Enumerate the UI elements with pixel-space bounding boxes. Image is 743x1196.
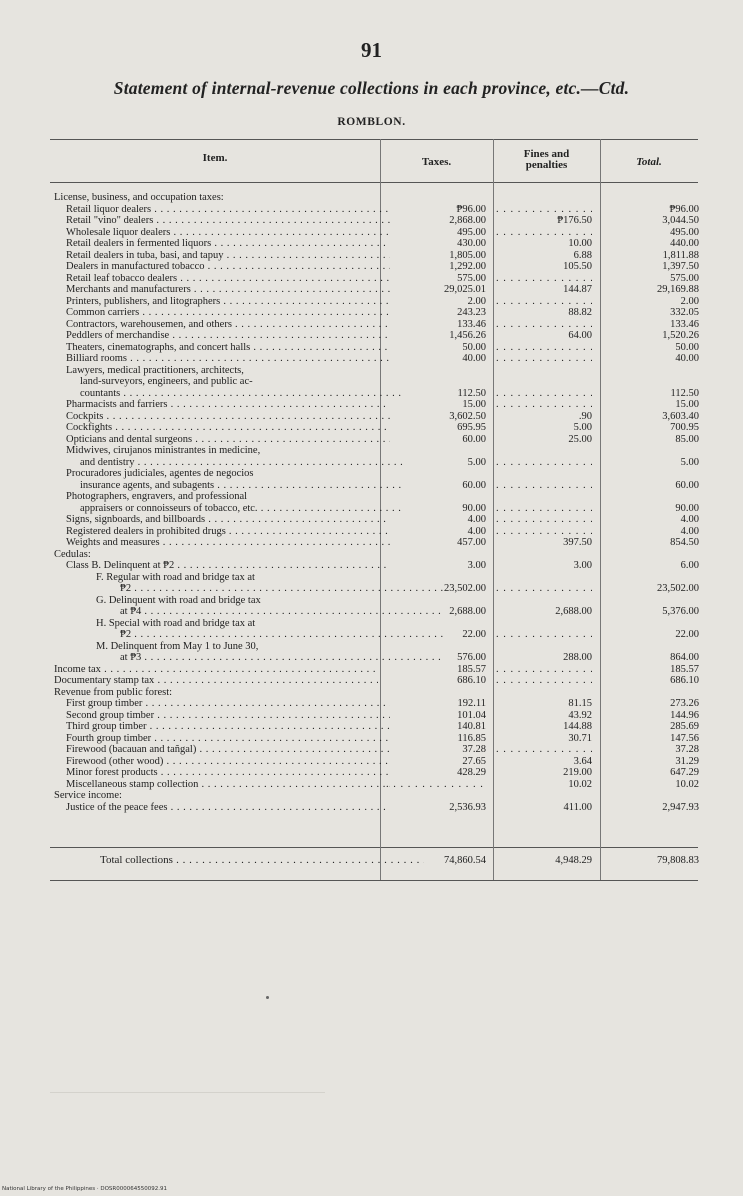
- row-fines: 88.82: [568, 307, 592, 318]
- row-label: and dentistry . . .: [80, 457, 404, 468]
- row-label: F. Regular with road and bridge tax at: [96, 571, 255, 583]
- row-fines: 105.50: [563, 261, 592, 272]
- row-total: 40.00: [675, 353, 699, 364]
- row-total: 1,520.26: [662, 330, 699, 341]
- row-taxes: 5.00: [467, 456, 486, 468]
- row-label: G. Delinquent with road and bridge tax: [96, 594, 261, 606]
- table-row: [0, 388, 743, 399]
- row-fines: 2,688.00: [555, 606, 592, 617]
- row-label: Merchants and manufacturers . . .: [66, 284, 390, 295]
- row-total: 144.96: [670, 709, 699, 721]
- row-taxes: 29,025.01: [444, 284, 486, 295]
- row-taxes: 2,868.00: [449, 215, 486, 226]
- table-row: [0, 227, 743, 238]
- row-total: 23,502.00: [657, 583, 699, 594]
- row-label: Class B. Delinquent at ₱2 . . .: [66, 560, 390, 571]
- table-row: [0, 468, 743, 479]
- row-total: 3,603.40: [662, 410, 699, 422]
- table-row: [0, 284, 743, 295]
- table-row: [0, 250, 743, 261]
- row-label: Cockpits . . .: [66, 411, 390, 422]
- table-row: [0, 756, 743, 767]
- dot-leader: [496, 399, 592, 410]
- row-taxes: 4.00: [467, 514, 486, 525]
- dot-leader: [496, 526, 592, 537]
- row-label: appraisers or connoisseurs of tobacco, etc. . . .: [80, 503, 404, 514]
- header-taxes: Taxes.: [421, 156, 452, 168]
- row-total: 332.05: [670, 307, 699, 318]
- row-fines: 43.92: [568, 709, 592, 721]
- table-row: [0, 422, 743, 433]
- row-fines: 219.00: [563, 767, 592, 778]
- row-label: Income tax . . .: [54, 664, 378, 675]
- table-row: [0, 664, 743, 675]
- total-row: [0, 855, 743, 866]
- row-fines: 288.00: [563, 652, 592, 663]
- dot-leader: [496, 319, 592, 330]
- row-taxes: 2,688.00: [449, 606, 486, 617]
- table-row: [0, 411, 743, 422]
- row-fines: 64.00: [568, 330, 592, 341]
- table-row: [0, 261, 743, 272]
- row-label: Service income:: [54, 790, 122, 801]
- row-label: Wholesale liquor dealers . . .: [66, 227, 390, 238]
- table-row: [0, 675, 743, 686]
- row-total: 864.00: [670, 652, 699, 663]
- table-row: [0, 526, 743, 537]
- row-taxes: 428.29: [457, 767, 486, 778]
- dot-leader: [496, 514, 592, 525]
- dot-leader: [496, 296, 592, 307]
- row-label: Signs, signboards, and billboards . . .: [66, 514, 390, 525]
- row-total: 440.00: [670, 238, 699, 249]
- table-row: [0, 399, 743, 410]
- row-label: Photographers, engravers, and professional: [66, 491, 248, 502]
- row-label: Common carriers . . .: [66, 307, 390, 318]
- row-label: Dealers in manufactured tobacco . . .: [66, 261, 390, 272]
- document-title: Statement of internal-revenue collections in each province, etc.—Ctd.: [113, 78, 630, 98]
- row-taxes: 60.00: [462, 433, 486, 445]
- row-label: Billiard rooms . . .: [66, 353, 390, 364]
- row-label: Firewood (other wood) . . .: [66, 756, 390, 767]
- row-total: 285.69: [670, 721, 699, 732]
- table-row: [0, 583, 743, 594]
- row-fines: 144.87: [563, 284, 592, 295]
- table-row: [0, 721, 743, 732]
- row-label: Documentary stamp tax . . .: [54, 675, 378, 686]
- table-row: [0, 514, 743, 525]
- row-fines: ₱176.50: [557, 215, 592, 226]
- row-taxes: 185.57: [457, 663, 486, 675]
- dot-leader: [386, 779, 486, 790]
- row-total: 854.50: [670, 537, 699, 548]
- header-fines-line2: penalties: [525, 159, 568, 171]
- row-total: 22.00: [675, 629, 699, 640]
- row-fines: 30.71: [568, 732, 592, 744]
- table-row: [0, 572, 743, 583]
- row-total: 3,044.50: [662, 215, 699, 226]
- scan-footer: National Library of the Philippines · DOSR000064550092.91: [2, 1186, 167, 1192]
- row-total: 2,947.93: [662, 801, 699, 813]
- row-fines: 10.00: [568, 238, 592, 249]
- table-row: [0, 687, 743, 698]
- row-label: land-surveyors, engineers, and public ac-: [80, 376, 253, 387]
- table-row: [0, 296, 743, 307]
- dot-leader: [496, 227, 592, 238]
- dot-leader: [496, 204, 592, 215]
- row-taxes: 1,805.00: [449, 249, 486, 261]
- table-row: [0, 204, 743, 215]
- row-taxes: 15.00: [462, 399, 486, 410]
- row-taxes: 686.10: [457, 675, 486, 686]
- row-fines: 144.88: [563, 721, 592, 732]
- table-row: [0, 618, 743, 629]
- table-row: [0, 652, 743, 663]
- dot-leader: [496, 629, 592, 640]
- row-total: 700.95: [670, 422, 699, 433]
- row-label: Second group timber . . .: [66, 710, 390, 721]
- table-row: [0, 445, 743, 456]
- table-row: [0, 779, 743, 790]
- row-label: License, business, and occupation taxes:: [54, 192, 224, 203]
- row-label: Retail liquor dealers . . .: [66, 204, 390, 215]
- dot-leader: [496, 503, 592, 514]
- row-taxes: 576.00: [457, 652, 486, 663]
- page-number: 91: [361, 38, 382, 62]
- row-taxes: 495.00: [457, 226, 486, 238]
- row-total: 5,376.00: [662, 606, 699, 617]
- row-label: Contractors, warehousemen, and others . . .: [66, 319, 390, 330]
- table-row: [0, 457, 743, 468]
- row-label: insurance agents, and subagents . . .: [80, 480, 404, 491]
- row-total: 6.00: [680, 560, 699, 571]
- row-total: 60.00: [675, 479, 699, 491]
- row-label: H. Special with road and bridge tax at: [96, 617, 256, 629]
- row-label: Miscellaneous stamp collection . . .: [66, 779, 390, 790]
- row-fines: 397.50: [563, 537, 592, 548]
- row-total: 90.00: [675, 502, 699, 514]
- row-taxes: 112.50: [457, 387, 486, 399]
- table-row: [0, 307, 743, 318]
- table-row: [0, 629, 743, 640]
- row-taxes: 4.00: [467, 525, 486, 537]
- row-fines: 3.00: [573, 560, 592, 571]
- table-row: [0, 491, 743, 502]
- table-row: [0, 595, 743, 606]
- row-taxes: 90.00: [462, 502, 486, 514]
- table-row: [0, 192, 743, 203]
- row-taxes: 1,456.26: [449, 330, 486, 341]
- row-label: countants . . .: [80, 388, 404, 399]
- row-taxes: 133.46: [457, 318, 486, 330]
- row-taxes: 695.95: [457, 422, 486, 433]
- row-total: 5.00: [680, 456, 699, 468]
- row-label: Lawyers, medical practitioners, architects,: [66, 364, 244, 376]
- table-row: [0, 560, 743, 571]
- row-total: 50.00: [675, 341, 699, 353]
- dot-leader: [496, 744, 592, 755]
- total-taxes: 74,860.54: [444, 855, 486, 866]
- row-taxes: 27.65: [462, 755, 486, 767]
- row-taxes: 2,536.93: [449, 801, 486, 813]
- row-total: 15.00: [675, 399, 699, 410]
- row-fines: 6.88: [573, 249, 592, 261]
- table-row: [0, 767, 743, 778]
- header-fines-line1: Fines and: [523, 148, 570, 160]
- row-label: Minor forest products . . .: [66, 767, 390, 778]
- row-total: 31.29: [675, 755, 699, 767]
- table-row: [0, 790, 743, 801]
- row-fines: 25.00: [568, 433, 592, 445]
- row-label: Revenue from public forest:: [54, 686, 173, 698]
- table-row: [0, 353, 743, 364]
- table-row: [0, 641, 743, 652]
- row-label: Printers, publishers, and litographers . . .: [66, 296, 390, 307]
- row-label: at ₱3 . . .: [120, 652, 444, 663]
- row-taxes: 3,602.50: [449, 410, 486, 422]
- row-taxes: 243.23: [457, 307, 486, 318]
- row-taxes: 192.11: [457, 698, 486, 709]
- dot-leader: [496, 480, 592, 491]
- row-label: Procuradores judiciales, agentes de negocios: [66, 468, 254, 479]
- row-fines: .90: [578, 410, 592, 422]
- table-row: [0, 238, 743, 249]
- row-label: Retail dealers in fermented liquors . . .: [66, 238, 390, 249]
- row-fines: 411.00: [563, 801, 592, 813]
- total-total: 79,808.83: [657, 855, 699, 866]
- table-row: [0, 330, 743, 341]
- row-label: Firewood (bacauan and tañgal) . . .: [66, 744, 390, 755]
- dot-leader: [496, 664, 592, 675]
- row-label: Pharmacists and farriers . . .: [66, 399, 390, 410]
- table-row: [0, 503, 743, 514]
- table-row: [0, 480, 743, 491]
- row-total: 686.10: [670, 675, 699, 686]
- table-row: [0, 733, 743, 744]
- row-label: ₱2 . . .: [120, 583, 444, 594]
- row-total: 575.00: [670, 272, 699, 284]
- row-label: Retail dealers in tuba, basi, and tapuy . . .: [66, 250, 390, 261]
- paper-speck: [266, 996, 269, 999]
- row-total: 37.28: [675, 744, 699, 755]
- dot-leader: [496, 388, 592, 399]
- row-taxes: 140.81: [457, 721, 486, 732]
- row-label: Registered dealers in prohibited drugs . . .: [66, 526, 390, 537]
- row-taxes: 1,292.00: [449, 261, 486, 272]
- table-row: [0, 365, 743, 376]
- row-total: 647.29: [670, 767, 699, 778]
- row-taxes: 50.00: [462, 341, 486, 353]
- table-row: [0, 744, 743, 755]
- row-label: Opticians and dental surgeons . . .: [66, 434, 390, 445]
- table-bottom-rule: [50, 880, 698, 881]
- table-row: [0, 710, 743, 721]
- row-label: Fourth group timber . . .: [66, 733, 390, 744]
- row-label: at ₱4 . . .: [120, 606, 444, 617]
- row-taxes: 37.28: [462, 744, 486, 755]
- total-label: Total collections . . .: [100, 855, 424, 866]
- row-taxes: 575.00: [457, 272, 486, 284]
- dot-leader: [496, 342, 592, 353]
- row-taxes: 3.00: [467, 560, 486, 571]
- dot-leader: [496, 353, 592, 364]
- row-taxes: 116.85: [457, 732, 486, 744]
- row-total: ₱96.00: [669, 203, 699, 215]
- row-label: Peddlers of merchandise . . .: [66, 330, 390, 341]
- row-total: 4.00: [680, 525, 699, 537]
- row-label: Third group timber . . .: [66, 721, 390, 732]
- row-fines: 5.00: [573, 422, 592, 433]
- row-total: 29,169.88: [657, 284, 699, 295]
- row-label: ₱2 . . .: [120, 629, 444, 640]
- row-taxes: 23,502.00: [444, 583, 486, 594]
- table-row: [0, 802, 743, 813]
- dot-leader: [496, 457, 592, 468]
- row-taxes: 2.00: [467, 295, 486, 307]
- table-row: [0, 606, 743, 617]
- row-taxes: 430.00: [457, 238, 486, 249]
- row-total: 4.00: [680, 514, 699, 525]
- row-total: 1,811.88: [662, 249, 699, 261]
- row-label: Retail "vino" dealers . . .: [66, 215, 390, 226]
- row-total: 133.46: [670, 318, 699, 330]
- row-label: Theaters, cinematographs, and concert halls . . .: [66, 342, 390, 353]
- row-total: 10.02: [675, 778, 699, 790]
- table-row: [0, 376, 743, 387]
- table-row: [0, 698, 743, 709]
- dot-leader: [496, 583, 592, 594]
- header-item: Item.: [202, 152, 228, 164]
- row-label: Cedulas:: [54, 548, 91, 560]
- table-row: [0, 319, 743, 330]
- row-label: Midwives, cirujanos ministrantes in medicine,: [66, 445, 261, 456]
- row-total: 2.00: [680, 295, 699, 307]
- dot-leader: [496, 675, 592, 686]
- row-taxes: ₱96.00: [456, 203, 486, 215]
- row-total: 112.50: [670, 387, 699, 399]
- province-heading: ROMBLON.: [337, 116, 406, 128]
- row-label: Justice of the peace fees . . .: [66, 802, 390, 813]
- row-label: M. Delinquent from May 1 to June 30,: [96, 640, 259, 652]
- row-label: First group timber . . .: [66, 698, 390, 709]
- table-row: [0, 342, 743, 353]
- row-label: Retail leaf tobacco dealers . . .: [66, 273, 390, 284]
- row-label: Weights and measures . . .: [66, 537, 390, 548]
- row-taxes: 40.00: [462, 353, 486, 364]
- row-taxes: 457.00: [457, 537, 486, 548]
- row-total: 185.57: [670, 663, 699, 675]
- table-row: [0, 549, 743, 560]
- row-taxes: 60.00: [462, 479, 486, 491]
- row-fines: 10.02: [568, 778, 592, 790]
- row-total: 85.00: [675, 433, 699, 445]
- row-label: Cockfights . . .: [66, 422, 390, 433]
- row-fines: 81.15: [568, 698, 592, 709]
- table-row: [0, 434, 743, 445]
- header-total: Total.: [636, 156, 662, 168]
- dot-leader: [496, 273, 592, 284]
- table-row: [0, 215, 743, 226]
- row-total: 147.56: [670, 732, 699, 744]
- table-row: [0, 273, 743, 284]
- row-taxes: 22.00: [462, 629, 486, 640]
- row-fines: 3.64: [573, 755, 592, 767]
- table-row: [0, 537, 743, 548]
- row-total: 273.26: [670, 698, 699, 709]
- row-total: 495.00: [670, 226, 699, 238]
- faint-rule: [50, 1092, 325, 1093]
- row-taxes: 101.04: [457, 709, 486, 721]
- row-total: 1,397.50: [662, 261, 699, 272]
- total-fines: 4,948.29: [555, 855, 592, 866]
